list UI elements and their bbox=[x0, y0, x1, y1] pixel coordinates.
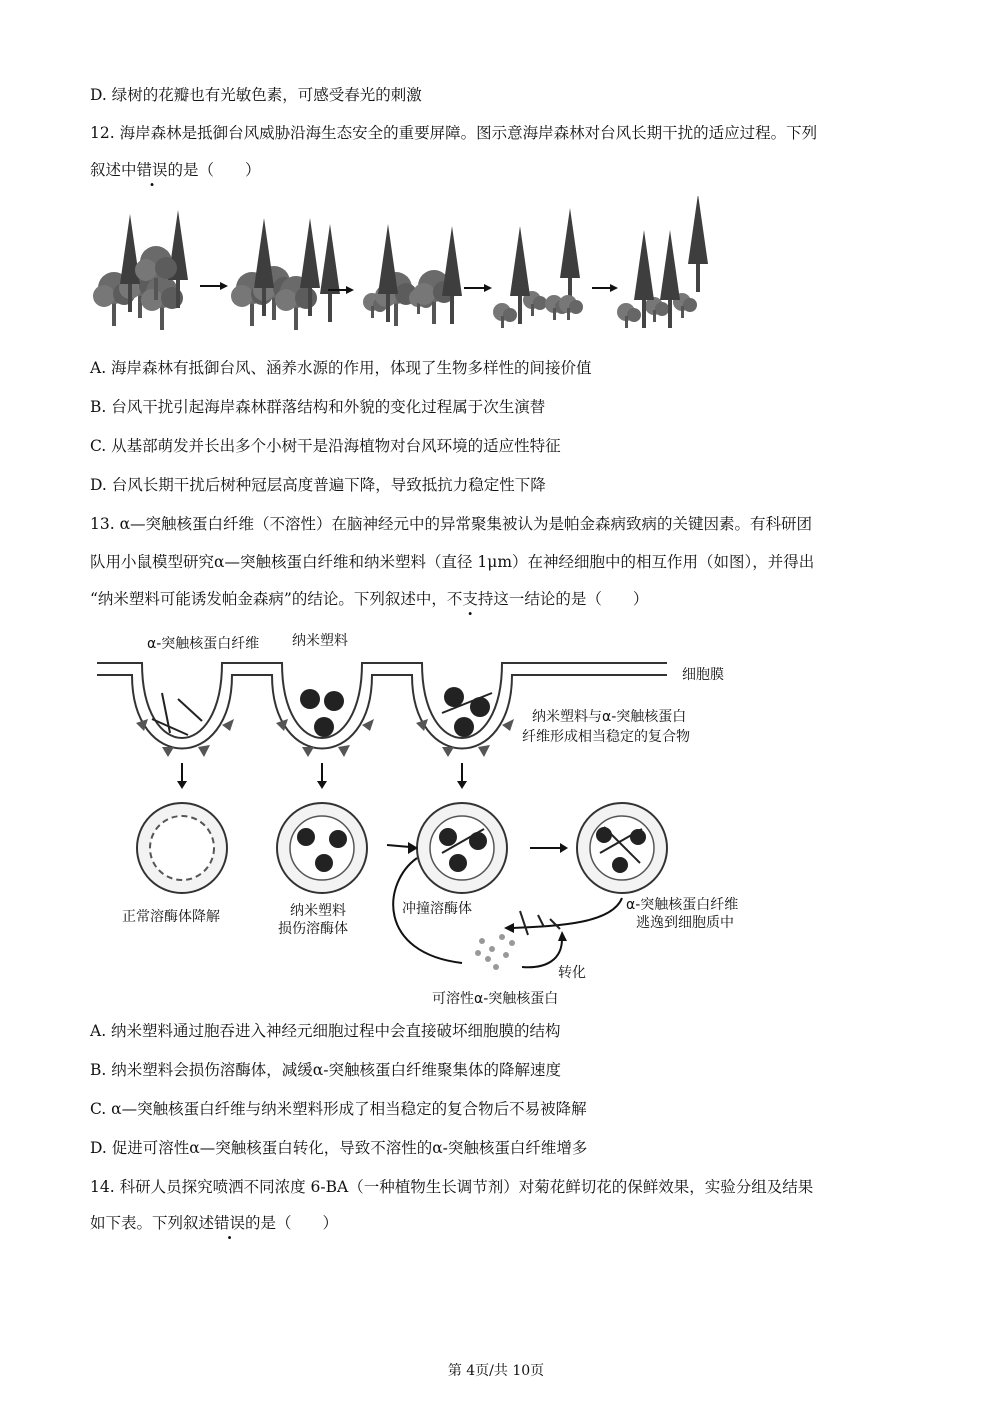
page-footer: 第 4页/共 10页 bbox=[447, 1363, 545, 1379]
label-burst: 冲撞溶酶体 bbox=[402, 901, 472, 917]
label-normal-degradation: 正常溶酶体降解 bbox=[122, 909, 220, 925]
q12-option-b: B. 台风干扰引起海岸森林群落结构和外貌的变化过程属于次生演替 bbox=[90, 398, 546, 416]
label-nanoplastic: 纳米塑料 bbox=[292, 633, 348, 649]
forest-stage-1 bbox=[93, 210, 188, 330]
label-soluble: 可溶性α-突触核蛋白 bbox=[432, 991, 559, 1007]
label-complex-line2: 纤维形成相当稳定的复合物 bbox=[522, 729, 690, 745]
escape-arrow-icon bbox=[512, 898, 622, 928]
label-fiber: α-突触核蛋白纤维 bbox=[147, 636, 260, 652]
q14-emphasis: 错误 bbox=[214, 1214, 246, 1232]
fiber-in-pit-1 bbox=[152, 693, 202, 735]
complex-in-pit-3 bbox=[442, 687, 492, 737]
q12-emphasis: 错误 bbox=[136, 161, 168, 179]
arrow-head-icon bbox=[610, 284, 618, 292]
escape-arrowhead-icon bbox=[504, 923, 514, 933]
label-membrane: 细胞膜 bbox=[682, 667, 724, 683]
convert-arrowhead-icon bbox=[558, 931, 567, 941]
lysosome-complex bbox=[417, 803, 507, 893]
q13-stem-line2: 队用小鼠模型研究α—突触核蛋白纤维和纳米塑料（直径 1μm）在神经细胞中的相互作用（如图），并得出 bbox=[90, 553, 815, 571]
q12-option-c: C. 从基部萌发并长出多个小树干是沿海植物对台风环境的适应性特征 bbox=[90, 437, 561, 455]
down-arrowhead-icon bbox=[177, 781, 467, 789]
lysosome-nanoplastic bbox=[277, 803, 367, 893]
q13-stem-text: “纳米塑料可能诱发帕金森病”的结论。下列叙述中， bbox=[90, 590, 447, 608]
label-convert: 转化 bbox=[558, 965, 586, 981]
label-complex-line1: 纳米塑料与α-突触核蛋白 bbox=[532, 709, 687, 725]
arrow-head-icon bbox=[484, 284, 492, 292]
q12-option-a: A. 海岸森林有抵御台风、涵养水源的作用，体现了生物多样性的间接价值 bbox=[90, 359, 592, 377]
label-escape-line1: α-突触核蛋白纤维 bbox=[626, 897, 739, 913]
q11-option-d: D. 绿树的花瓣也有光敏色素，可感受春光的刺激 bbox=[90, 86, 422, 104]
q12-stem-text: 叙述中 bbox=[90, 161, 137, 179]
arrow-head-icon bbox=[220, 282, 228, 290]
q13-option-d: D. 促进可溶性α—突触核蛋白转化，导致不溶性的α-突触核蛋白纤维增多 bbox=[90, 1139, 588, 1157]
forest-stage-5 bbox=[617, 196, 708, 328]
q12-stem-line1: 12. 海岸森林是抵御台风威胁沿海生态安全的重要屏障。图示意海岸森林对台风长期干扰的适应过程。下列 bbox=[90, 124, 818, 142]
right-arrowhead-icon bbox=[560, 843, 568, 853]
escaped-fibers bbox=[520, 911, 560, 935]
arrow-head-icon bbox=[346, 286, 354, 294]
forest-stage-3 bbox=[363, 224, 462, 326]
q14-stem-line1: 14. 科研人员探究喷洒不同浓度 6-BA（一种植物生长调节剂）对菊花鲜切花的保鲜效果，实验分组及结果 bbox=[90, 1178, 814, 1196]
label-damage-line2: 损伤溶酶体 bbox=[278, 921, 348, 937]
forest-stage-2 bbox=[231, 218, 340, 330]
q12-stem-line2 bbox=[90, 159, 261, 181]
q13-option-a: A. 纳米塑料通过胞吞进入神经元细胞过程中会直接破坏细胞膜的结构 bbox=[90, 1022, 561, 1040]
down-arrow-icon bbox=[182, 763, 462, 783]
coastal-forest-figure bbox=[92, 196, 722, 338]
q13-emphasis: 不支持 bbox=[446, 590, 494, 608]
nanoplastic-in-pit-2 bbox=[300, 689, 344, 737]
q12-stem-tail: 的是（ ） bbox=[167, 161, 261, 179]
lysosome-figure bbox=[92, 623, 752, 1011]
lysosome-aggregate bbox=[577, 803, 667, 893]
q12-option-d: D. 台风长期干扰后树种冠层高度普遍下降，导致抵抗力稳定性下降 bbox=[90, 476, 546, 494]
soluble-protein-dots bbox=[475, 934, 515, 970]
q14-stem-line2 bbox=[90, 1212, 338, 1234]
q14-stem-tail: 的是（ ） bbox=[245, 1214, 339, 1232]
q14-stem-text: 如下表。下列叙述 bbox=[90, 1214, 215, 1232]
q13-option-b: B. 纳米塑料会损伤溶酶体，减缓α-突触核蛋白纤维聚集体的降解速度 bbox=[90, 1061, 561, 1079]
q13-stem-tail: 这一结论的是（ ） bbox=[493, 590, 649, 608]
label-damage-line1: 纳米塑料 bbox=[290, 903, 346, 919]
forest-stage-4 bbox=[493, 208, 583, 328]
convert-arrow-icon bbox=[522, 939, 562, 967]
q13-option-c: C. α—突触核蛋白纤维与纳米塑料形成了相当稳定的复合物后不易被降解 bbox=[90, 1100, 587, 1118]
lysosome-normal bbox=[137, 803, 227, 893]
label-escape-line2: 逃逸到细胞质中 bbox=[636, 915, 734, 931]
q13-stem-line3 bbox=[90, 588, 648, 610]
q13-stem-line1: 13. α—突触核蛋白纤维（不溶性）在脑神经元中的异常聚集被认为是帕金森病致病的关键因素。有科研团 bbox=[90, 515, 813, 533]
